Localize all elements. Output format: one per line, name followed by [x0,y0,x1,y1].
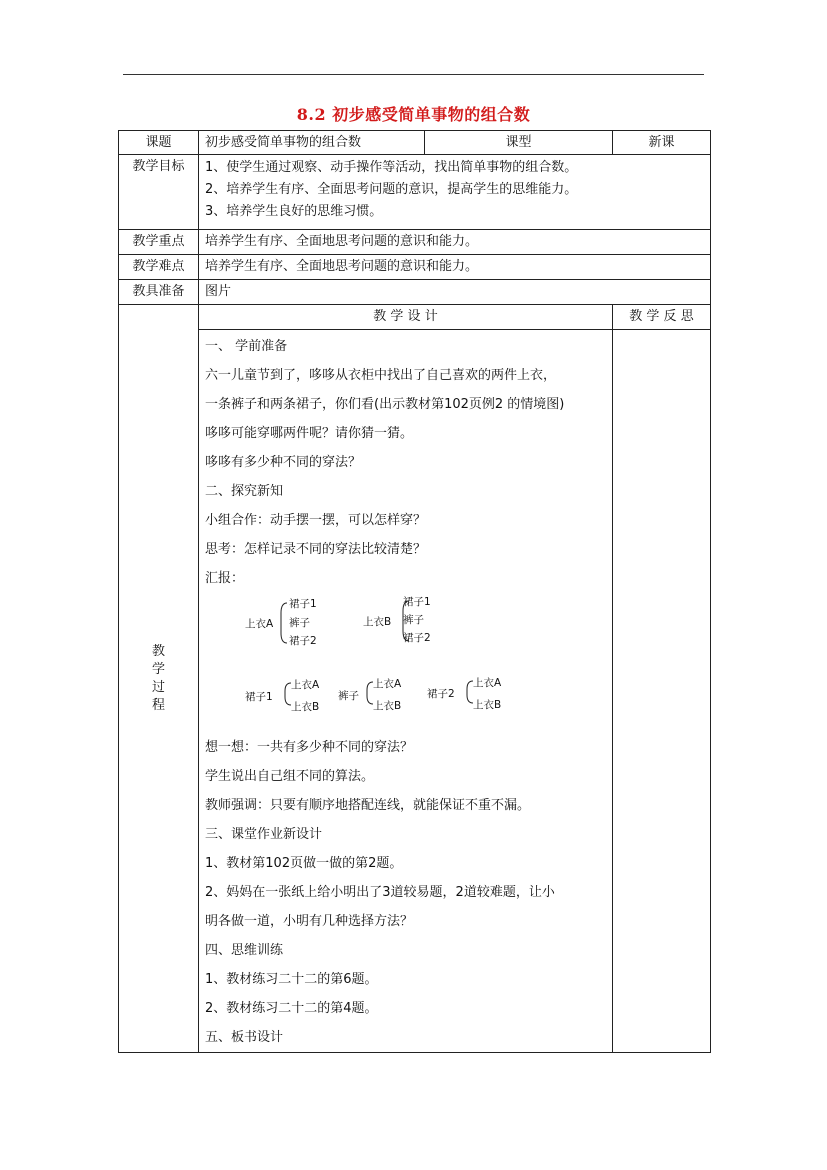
process-line: 教师强调：只要有顺序地搭配连线，就能保证不重不漏。 [205,798,531,813]
diagram-branch: 裤子 [289,617,310,629]
process-label [119,305,199,1053]
process-line: 2、教材练习二十二的第4题。 [205,1001,378,1016]
page-title: 8.2 初步感受简单事物的组合数 [296,105,531,124]
difficulty-text: 培养学生有序、全面地思考问题的意识和能力。 [199,255,711,280]
diagram-branch: 裙子2 [403,632,431,644]
diagram-root: 裤子 [338,690,359,702]
diagram-root: 上衣A [245,618,274,630]
process-row [119,330,711,1053]
process-line: 学生说出自己组不同的算法。 [205,769,375,784]
process-line: 明各做一道，小明有几种选择方法？ [205,914,414,929]
materials-row [119,280,711,305]
clothing-combination-diagram [205,593,606,733]
diagram-root: 裙子2 [427,688,455,700]
topic-value: 初步感受简单事物的组合数 [199,131,425,155]
diagram-branch: 上衣B [291,701,320,713]
process-line: 五、板书设计 [205,1030,284,1045]
reflection-header: 教 学 反 思 [613,305,711,330]
key-point-label: 教学重点 [119,230,199,255]
lesson-type-value: 新课 [613,131,711,155]
process-line: 想一想：一共有多少种不同的穿法？ [205,740,414,755]
materials-text: 图片 [199,280,711,305]
process-line: 2、妈妈在一张纸上给小明出了3道较易题，2道较难题，让小 [205,885,555,900]
goal-item: 2、培养学生有序、全面思考问题的意识，提高学生的思维能力。 [205,182,578,197]
topic-label: 课题 [119,131,199,155]
goal-item: 3、培养学生良好的思维习惯。 [205,204,383,219]
diagram-branch: 裙子1 [403,596,431,608]
diagram-branch: 上衣B [373,700,402,712]
materials-label: 教具准备 [119,280,199,305]
process-line: 1、教材第102页做一做的第2题。 [205,856,403,871]
lesson-plan-table [118,130,711,1053]
process-label-char: 学 [151,661,165,677]
diagram-branch: 上衣A [291,679,320,691]
process-line: 哆哆可能穿哪两件呢？请你猜一猜。 [205,426,414,441]
diagram-branch: 裙子2 [289,635,317,647]
goals-list [199,155,711,230]
diagram-root: 上衣B [363,616,392,628]
diagram-branch: 上衣A [473,677,502,689]
process-line: 二、探究新知 [205,484,284,499]
key-point-row [119,230,711,255]
process-line: 哆哆有多少种不同的穿法？ [205,455,362,470]
process-label-char: 教 [151,643,165,659]
diagram-branch: 裙子1 [289,598,317,610]
process-line: 思考：怎样记录不同的穿法比较清楚？ [205,542,427,557]
lesson-type-label: 课型 [425,131,613,155]
process-line: 一条裤子和两条裙子，你们看(出示教材第102页例2 的情境图) [205,397,565,412]
key-point-text: 培养学生有序、全面地思考问题的意识和能力。 [199,230,711,255]
difficulty-row [119,255,711,280]
design-header-row [119,305,711,330]
design-header: 教 学 设 计 [199,305,613,330]
topic-row [119,131,711,155]
header-rule [123,74,704,75]
diagram-branch: 裤子 [403,614,424,626]
goals-label: 教学目标 [119,155,199,230]
difficulty-label: 教学难点 [119,255,199,280]
diagram-branch: 上衣B [473,699,502,711]
goal-item: 1、使学生通过观察、动手操作等活动，找出简单事物的组合数。 [205,160,578,175]
diagram-root: 裙子1 [245,691,273,703]
process-content [199,330,613,1053]
process-line: 一、 学前准备 [205,339,288,354]
reflection-cell [613,330,711,1053]
process-line: 汇报： [205,571,245,586]
diagram-branch: 上衣A [373,678,402,690]
process-line: 小组合作：动手摆一摆，可以怎样穿？ [205,513,427,528]
process-line: 1、教材练习二十二的第6题。 [205,972,378,987]
process-line: 四、思维训练 [205,943,284,958]
process-label-char: 程 [151,697,165,713]
process-label-char: 过 [151,679,165,695]
process-line: 三、课堂作业新设计 [205,827,323,842]
goals-row [119,155,711,230]
process-line: 六一儿童节到了，哆哆从衣柜中找出了自己喜欢的两件上衣， [205,368,557,383]
